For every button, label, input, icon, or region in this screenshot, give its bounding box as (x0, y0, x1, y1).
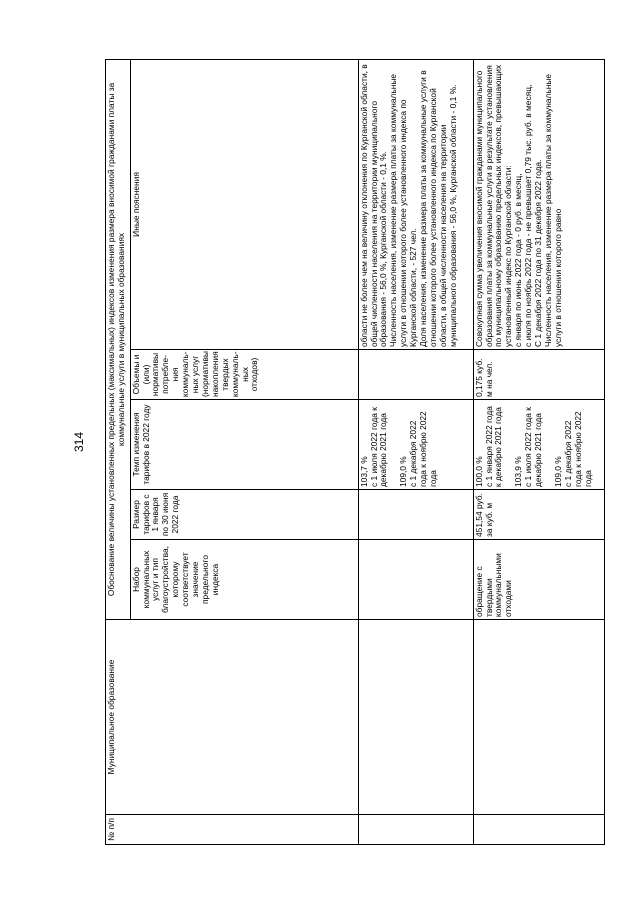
cell-services-set: обращение с твердыми коммунальными отходами (473, 540, 604, 620)
cell-tariff-rate: 100,0 % с 1 января 2022 года к декабрю 2021 года 103,9 % с 1 июля 2022 года к декабрю 2021 года 109,0 % с 1 декабря 2022 года к ноябрю 2022 года (473, 400, 604, 490)
cell-notes: Совокупная сумма увеличения вносимой гражданами муниципального образования платы за коммунальные услуги в результате установления по муниципальному образованию предельных индексов, превышающих установленный индекс по Курганской области: с января по июнь 2022 года - 0 руб. в месяц, с июля по ноябрь 2022 года - не превышает 0,79 тыс. руб. в месяц, С 1 декабря 2022 года по 31 декабря 2022 года. Численность населения, изменение размера платы за коммунальные услуги в отношении которого равно (473, 59, 604, 349)
cell-notes: области не более чем на величину отклонения по Курганской области, в общей численности населения на территории муниципального образования - 56,0 %, Курганской области - 0,1 %. Численность населения, изменение размера платы за коммунальные услуги в отношении которого более установленного индекса по Курганской области, - 527 чел. Доля населения, изменение размера платы за коммунальные услуги в отношении которого более установленного индекса по Курганской области, в общей численности населения на территории муниципального образования - 56,0 %, Курганской области - 0,1 %. (358, 59, 473, 349)
header-municipality: Муниципальное образование (106, 620, 359, 815)
cell-volumes (358, 350, 473, 400)
table-row (473, 59, 604, 844)
cell-tariff-size (358, 490, 473, 540)
cell-tariff-rate: 103,7 % с 1 июля 2022 года к декабрю 2021 года 109,0 % с 1 декабря 2022 года к ноябрю 2022 года (358, 400, 473, 490)
page-number: 314 (72, 431, 86, 452)
cell-municipality (473, 620, 604, 815)
header-services-set: Набор коммунальных услуг и тип благоустройства, которому соответствует значение предельного индекса (130, 540, 358, 620)
cell-num (358, 815, 473, 845)
header-volumes: Объемы и (или) нормативы потребле-ния коммуналь-ных услуг (нормативы накопления твердых коммуналь-ных отходов) (130, 350, 358, 400)
cell-services-set (358, 540, 473, 620)
header-tariff-rate: Темп изменения тарифов в 2022 году (130, 400, 358, 490)
document-sheet (105, 60, 605, 845)
cell-tariff-size: 451,54 руб. за куб. м (473, 490, 604, 540)
header-tariff-size: Размер тарифов с 1 января по 30 июня 2022 года (130, 490, 358, 540)
justification-table (105, 59, 605, 845)
cell-municipality (358, 620, 473, 815)
cell-num (473, 815, 604, 845)
cell-volumes: 0,175 куб. м на чел. (473, 350, 604, 400)
header-group-title: Обоснование величины установленных предельных (максимальных) индексов изменения размера вносимой гражданами платы за коммунальные услуги в муниципальных образованиях (106, 59, 131, 619)
header-num: № п/п (106, 815, 359, 845)
table-row (358, 59, 473, 844)
header-notes: Иные пояснения (130, 59, 358, 349)
